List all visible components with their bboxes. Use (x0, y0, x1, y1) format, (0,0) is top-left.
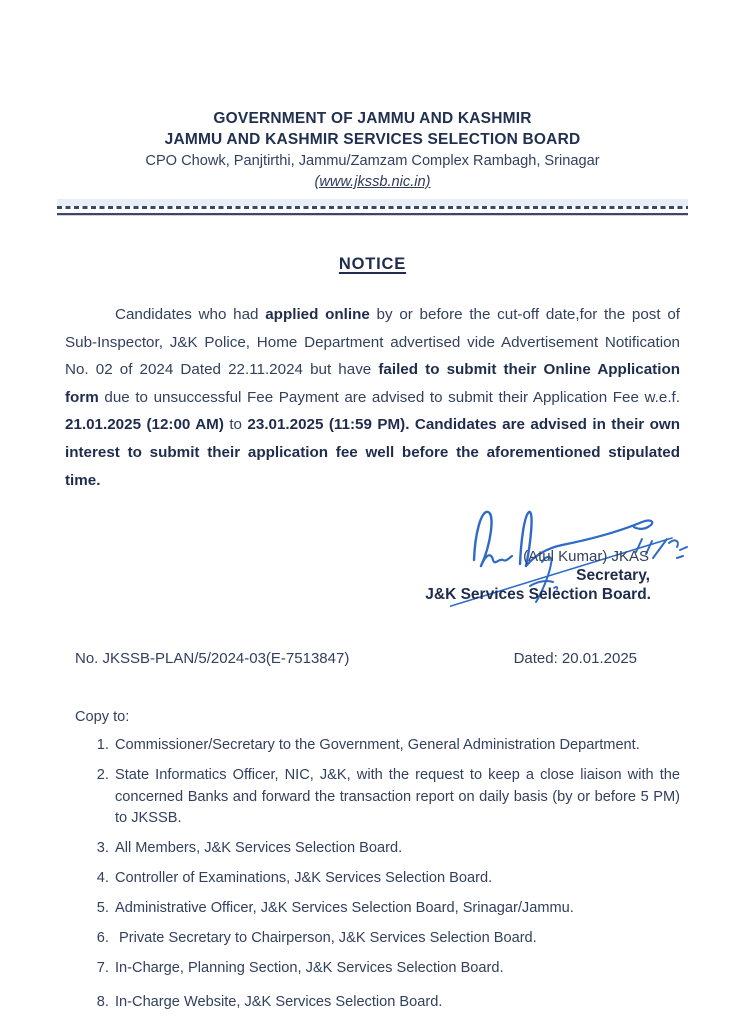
copy-to-item: 7. In-Charge, Planning Section, J&K Services Selection Board. (113, 958, 680, 980)
signature-block (65, 498, 680, 614)
header-address: CPO Chowk, Panjtirthi, Jammu/Zamzam Complex Rambagh, Srinagar (145, 153, 600, 169)
paragraph-segment: to (223, 416, 248, 434)
paragraph-bold-segment: 21.01.2025 (12:00 AM) (65, 416, 224, 434)
paragraph-bold-segment: Candidates are advised in their own interest to submit their application fee well before the aforementioned stipulated time. (65, 416, 681, 489)
reference-number: No. JKSSB-PLAN/5/2024-03(E-7513847) (75, 650, 350, 668)
paragraph-bold-segment: 23.01.2025 (11:59 PM). (247, 416, 410, 434)
header-separator-rule (57, 199, 688, 215)
separator-band (57, 199, 688, 206)
copy-to-item: 8. In-Charge Website, J&K Services Selection Board. (113, 992, 680, 1014)
paragraph-segment: due to unsuccessful Fee Payment are advised to submit their Application Fee w.e.f. (98, 388, 680, 406)
paragraph-bold-segment: applied online (265, 306, 370, 323)
website-url-text: (www.jkssb.nic.in) (314, 174, 431, 190)
copy-to-item: 3. All Members, J&K Services Selection Board. (113, 838, 680, 860)
separator-solid-line (57, 213, 688, 215)
copy-to-list (65, 735, 680, 1013)
header-board-title: JAMMU AND KASHMIR SERVICES SELECTION BOARD (164, 131, 581, 148)
header-website-link (65, 172, 680, 192)
copy-to-item: 1. Commissioner/Secretary to the Government, General Administration Department. (113, 735, 680, 757)
paragraph-segment: by or before the cut-off date,for the post of Sub-Inspector, J&K Police, Home Department advertised vide Advertisement Notification No. 02 of 2024 Dated 22.11.2024 but have (65, 306, 680, 379)
copy-to-item: 5. Administrative Officer, J&K Services Selection Board, Srinagar/Jammu. (113, 898, 680, 920)
header-government-title: GOVERNMENT OF JAMMU AND KASHMIR (213, 110, 532, 127)
copy-to-item: 6. Private Secretary to Chairperson, J&K Services Selection Board. (113, 928, 680, 950)
paragraph-segment: Candidates who had (115, 306, 266, 323)
reference-date: Dated: 20.01.2025 (513, 650, 637, 668)
separator-dashed-line (57, 206, 688, 209)
paragraph-bold-segment: failed to submit their Online Application form (65, 361, 680, 406)
copy-to-item: 4. Controller of Examinations, J&K Services Selection Board. (113, 868, 680, 890)
notice-title: NOTICE (338, 255, 407, 273)
copy-to-item: 2. State Informatics Officer, NIC, J&K, with the request to keep a close liaison with the concerned Banks and forward the transaction report on daily basis (by or before 5 PM) to JKSSB. (113, 765, 680, 830)
reference-row (65, 650, 680, 667)
signatory-organization: J&K Services Selection Board. (425, 586, 651, 604)
copy-to-label: Copy to: (75, 709, 130, 726)
notice-body-paragraph (65, 301, 680, 494)
signatory-name: (Atul Kumar) JKAS (523, 548, 649, 566)
signatory-designation: Secretary, (576, 567, 650, 585)
